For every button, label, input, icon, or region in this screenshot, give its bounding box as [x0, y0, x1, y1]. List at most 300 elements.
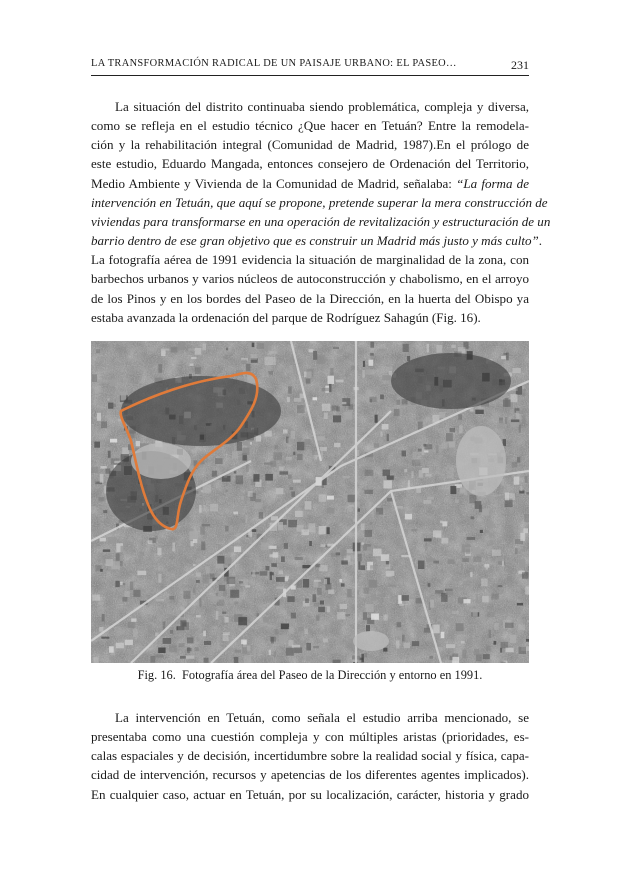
building-block — [459, 425, 463, 433]
building-block — [171, 347, 178, 352]
building-block — [199, 505, 202, 513]
building-block — [155, 597, 161, 602]
building-block — [448, 559, 455, 564]
building-block — [294, 398, 302, 402]
text-line: La intervención en Tetuán, como señala el estudio arriba mencionado, se — [115, 710, 529, 725]
building-block — [520, 486, 522, 491]
building-block — [369, 360, 374, 366]
building-block — [341, 583, 345, 586]
building-block — [471, 516, 475, 519]
building-block — [303, 579, 309, 588]
building-block — [317, 588, 322, 595]
building-block — [369, 580, 378, 588]
building-block — [358, 508, 360, 511]
building-block — [98, 497, 104, 501]
building-block — [446, 433, 453, 441]
building-block — [424, 500, 432, 504]
text-line: de los Pinos y en los bordes del Paseo de la Dirección, en la huerta del Obispo ya — [91, 290, 529, 306]
building-block — [374, 512, 379, 517]
building-block — [515, 548, 518, 554]
building-block — [317, 356, 326, 365]
building-block — [234, 471, 237, 473]
building-block — [402, 635, 405, 642]
building-block — [363, 361, 365, 367]
building-block — [500, 648, 502, 653]
building-block — [178, 626, 187, 633]
building-block — [498, 585, 503, 587]
text-line: barbechos urbanos y varios núcleos de autoconstrucción y chabolismo, en el arroyo — [91, 271, 529, 287]
building-block — [310, 341, 316, 343]
header-rule — [91, 75, 529, 76]
building-block — [270, 461, 276, 467]
building-block — [123, 539, 127, 545]
building-block — [222, 612, 226, 614]
building-block — [266, 566, 270, 571]
building-block — [97, 413, 101, 421]
building-block — [121, 546, 124, 553]
building-block — [105, 469, 110, 474]
building-block — [155, 654, 163, 657]
building-block — [348, 561, 354, 565]
building-block — [163, 638, 172, 644]
building-block — [397, 506, 403, 509]
building-block — [100, 538, 106, 542]
building-block — [481, 579, 488, 587]
building-block — [279, 471, 288, 474]
building-block — [415, 459, 424, 462]
text-line — [91, 174, 529, 193]
building-block — [157, 548, 161, 556]
building-block — [384, 615, 388, 621]
building-block — [528, 525, 529, 531]
building-block — [100, 622, 104, 625]
building-block — [305, 501, 312, 510]
text-line: estaba avanzada la ordenación del parque de Rodríguez Sahagún (Fig. 16). — [91, 309, 481, 325]
building-block — [424, 538, 432, 541]
building-block — [212, 626, 218, 629]
building-block — [489, 533, 492, 538]
building-block — [108, 404, 116, 408]
building-block — [257, 343, 265, 349]
building-block — [476, 655, 482, 662]
building-block — [120, 582, 123, 585]
building-block — [202, 344, 206, 351]
building-block — [466, 549, 471, 554]
building-block — [406, 619, 408, 623]
building-block — [385, 564, 390, 568]
building-block — [440, 521, 442, 524]
building-block — [422, 468, 429, 473]
building-block — [244, 655, 251, 663]
building-block — [396, 400, 400, 405]
building-block — [263, 617, 269, 623]
building-block — [287, 596, 294, 602]
building-block — [306, 656, 311, 661]
building-block — [511, 420, 519, 423]
building-block — [349, 505, 354, 507]
building-block — [443, 489, 449, 494]
building-block — [297, 454, 303, 460]
building-block — [297, 405, 305, 413]
building-block — [224, 356, 228, 359]
building-block — [456, 623, 464, 631]
building-block — [361, 565, 366, 570]
building-block — [293, 480, 301, 483]
quote-run: barrio dentro de ese gran objetivo que es construir un Madrid más justo y más culto” — [91, 233, 539, 249]
building-block — [374, 443, 379, 447]
building-block — [182, 601, 187, 605]
building-block — [204, 658, 209, 663]
building-block — [254, 503, 263, 509]
building-block — [186, 656, 195, 659]
building-block — [371, 614, 379, 620]
building-block — [452, 657, 459, 663]
building-block — [402, 399, 408, 404]
building-block — [520, 533, 525, 541]
building-block — [416, 488, 421, 493]
building-block — [201, 542, 205, 551]
building-block — [271, 516, 278, 520]
building-block — [136, 441, 140, 446]
building-block — [234, 546, 241, 552]
building-block — [451, 345, 455, 348]
building-block — [367, 547, 372, 554]
building-block — [278, 522, 283, 530]
building-block — [480, 530, 483, 533]
building-block — [494, 402, 496, 408]
building-block — [309, 349, 314, 352]
building-block — [109, 657, 115, 660]
building-block — [485, 530, 490, 533]
building-block — [496, 558, 505, 562]
building-block — [322, 404, 331, 412]
building-block — [291, 613, 296, 619]
building-block — [179, 643, 185, 647]
building-block — [427, 497, 434, 500]
building-block — [492, 550, 501, 556]
building-block — [450, 486, 456, 494]
building-block — [500, 662, 505, 663]
building-block — [262, 372, 269, 377]
building-block — [294, 647, 302, 653]
building-block — [402, 595, 410, 601]
building-block — [121, 392, 127, 400]
building-block — [467, 537, 476, 540]
building-block — [366, 604, 374, 612]
building-block — [446, 644, 455, 648]
text-line: ción y la rehabilitación integral (Comunidad de Madrid, 1987).En el prólogo de — [91, 137, 529, 153]
building-block — [393, 396, 396, 400]
building-block — [505, 417, 508, 424]
building-block — [383, 648, 387, 652]
building-block — [108, 451, 111, 458]
building-block — [273, 357, 275, 365]
building-block — [365, 530, 373, 537]
building-block — [313, 646, 319, 649]
building-block — [462, 650, 466, 659]
building-block — [203, 505, 206, 511]
building-block — [279, 571, 284, 575]
building-block — [486, 645, 491, 650]
building-block — [386, 366, 393, 371]
building-block — [489, 630, 491, 638]
building-block — [388, 585, 396, 587]
building-block — [427, 344, 430, 353]
building-block — [331, 553, 339, 557]
building-block — [110, 439, 117, 443]
building-block — [386, 571, 394, 576]
building-block — [381, 554, 389, 561]
building-block — [199, 598, 201, 607]
building-block — [494, 623, 498, 630]
building-block — [158, 574, 161, 583]
building-block — [525, 476, 528, 483]
building-block — [473, 547, 480, 554]
building-block — [219, 585, 225, 591]
building-block — [522, 572, 528, 579]
text-line: En cualquier caso, actuar en Tetuán, por su localización, carácter, historia y grado — [91, 786, 529, 802]
building-block — [425, 474, 431, 477]
building-block — [100, 474, 104, 483]
building-block — [215, 458, 223, 464]
text-line: La situación del distrito continuaba siendo problemática, compleja y diversa, — [115, 99, 529, 114]
building-block — [122, 597, 127, 602]
building-block — [313, 594, 317, 602]
building-block — [402, 451, 406, 457]
building-block — [246, 464, 249, 472]
building-block — [366, 625, 370, 631]
building-block — [487, 521, 493, 528]
building-block — [225, 526, 228, 532]
aerial-photo-graphic — [91, 341, 529, 663]
building-block — [291, 431, 295, 439]
building-block — [260, 447, 263, 453]
building-block — [514, 477, 520, 485]
building-block — [343, 476, 350, 479]
building-block — [169, 645, 177, 653]
building-block — [370, 566, 376, 571]
building-block — [284, 543, 288, 549]
building-block — [370, 522, 373, 525]
building-block — [320, 601, 324, 605]
building-block — [339, 579, 342, 582]
text-line: cidad de intervención, recursos y apetencias de los diferentes agentes implicados). — [91, 767, 529, 783]
building-block — [190, 363, 194, 366]
building-block — [271, 637, 274, 644]
building-block — [92, 595, 100, 601]
building-block — [133, 629, 138, 637]
building-block — [328, 376, 335, 384]
building-block — [320, 447, 327, 451]
building-block — [510, 394, 517, 402]
building-block — [230, 590, 239, 598]
building-block — [452, 611, 459, 614]
building-block — [193, 539, 197, 543]
building-block — [517, 414, 521, 420]
building-block — [240, 493, 248, 502]
building-block — [486, 566, 488, 570]
building-block — [426, 558, 434, 562]
quote-run: intervención en Tetuán, que aquí se propone, pretende superar la mera construcción de — [91, 194, 548, 210]
building-block — [450, 656, 453, 661]
building-block — [288, 475, 292, 479]
page-number: 231 — [511, 58, 529, 72]
building-block — [313, 407, 322, 414]
building-block — [394, 631, 402, 637]
building-block — [512, 462, 518, 468]
building-block — [502, 359, 504, 362]
building-block — [383, 480, 392, 488]
building-block — [264, 342, 272, 351]
building-block — [333, 415, 341, 422]
building-block — [429, 656, 433, 659]
text-line: La fotografía aérea de 1991 evidencia la situación de marginalidad de la zona, con — [91, 252, 529, 268]
building-block — [314, 580, 321, 582]
building-block — [361, 523, 365, 530]
building-block — [501, 356, 506, 359]
building-block — [340, 548, 345, 555]
building-block — [507, 576, 512, 581]
building-block — [225, 617, 229, 623]
building-block — [279, 467, 284, 471]
building-block — [327, 508, 335, 514]
building-block — [274, 629, 278, 634]
building-block — [270, 572, 272, 580]
building-block — [313, 603, 319, 607]
building-block — [345, 614, 350, 616]
building-block — [521, 552, 528, 555]
building-block — [286, 457, 292, 461]
building-block — [269, 351, 278, 354]
building-block — [346, 441, 349, 447]
building-block — [195, 647, 199, 651]
building-block — [330, 368, 333, 375]
building-block — [100, 466, 106, 469]
building-block — [526, 492, 529, 494]
building-block — [247, 646, 251, 651]
building-block — [253, 474, 259, 482]
building-block — [365, 390, 371, 398]
running-title: LA TRANSFORMACIÓN RADICAL DE UN PAISAJE URBANO: EL PASEO… — [91, 58, 457, 69]
building-block — [475, 410, 484, 414]
building-block — [433, 561, 439, 564]
paragraph-2 — [91, 708, 529, 804]
building-block — [305, 629, 309, 634]
building-block — [94, 442, 100, 448]
building-block — [150, 656, 155, 663]
building-block — [380, 431, 382, 436]
building-block — [363, 612, 367, 620]
building-block — [216, 611, 219, 620]
building-block — [522, 389, 526, 397]
building-block — [411, 471, 413, 478]
building-block — [130, 582, 134, 591]
building-block — [274, 651, 276, 657]
building-block — [319, 526, 327, 534]
building-block — [512, 368, 520, 373]
building-block — [234, 602, 238, 605]
building-block — [295, 557, 303, 560]
building-block — [347, 589, 352, 598]
building-block — [396, 640, 399, 648]
building-block — [441, 538, 448, 544]
building-block — [446, 589, 453, 595]
text-line: calas espaciales y de decisión, incertidumbre sobre la realidad social y física, capa- — [91, 748, 529, 764]
building-block — [424, 450, 429, 452]
building-block — [317, 436, 324, 440]
building-block — [243, 448, 250, 456]
building-block — [210, 596, 219, 602]
building-block — [487, 612, 495, 617]
building-block — [382, 375, 390, 380]
building-block — [183, 591, 190, 599]
building-block — [327, 496, 334, 500]
building-block — [233, 512, 238, 515]
building-block — [336, 380, 344, 383]
building-block — [210, 504, 218, 512]
building-block — [226, 348, 228, 351]
building-block — [109, 646, 114, 652]
building-block — [289, 640, 294, 646]
building-block — [124, 591, 129, 597]
building-block — [482, 596, 489, 602]
building-block — [358, 562, 360, 570]
building-block — [319, 494, 327, 502]
building-block — [511, 443, 514, 445]
building-block — [379, 349, 386, 352]
building-block — [387, 476, 394, 480]
building-block — [99, 627, 103, 632]
building-block — [298, 627, 304, 631]
building-block — [178, 342, 185, 350]
building-block — [268, 546, 276, 549]
building-block — [323, 638, 328, 642]
building-block — [404, 643, 410, 649]
building-block — [276, 577, 285, 582]
building-block — [252, 343, 255, 348]
building-block — [236, 475, 243, 484]
building-block — [195, 348, 202, 355]
building-block — [230, 600, 232, 603]
building-block — [281, 624, 289, 630]
building-block — [463, 508, 466, 510]
building-block — [525, 586, 529, 594]
building-block — [435, 590, 443, 594]
building-block — [276, 587, 284, 589]
building-block — [333, 660, 341, 663]
building-block — [277, 500, 281, 502]
building-block — [522, 416, 525, 424]
building-block — [503, 400, 511, 407]
building-block — [253, 354, 261, 357]
building-block — [91, 467, 98, 473]
building-block — [245, 585, 250, 587]
building-block — [428, 583, 431, 587]
building-block — [206, 566, 210, 573]
text-run: Medio Ambiente y Vivienda de la Comunidad de Madrid, señalaba: — [91, 175, 457, 191]
building-block — [347, 549, 353, 553]
building-block — [295, 511, 303, 517]
aerial-photo — [91, 341, 529, 663]
building-block — [380, 395, 384, 400]
building-block — [364, 653, 367, 658]
building-block — [439, 412, 446, 418]
building-block — [493, 495, 501, 497]
building-block — [196, 580, 200, 583]
building-block — [412, 641, 419, 646]
building-block — [188, 349, 195, 351]
building-block — [234, 657, 239, 663]
